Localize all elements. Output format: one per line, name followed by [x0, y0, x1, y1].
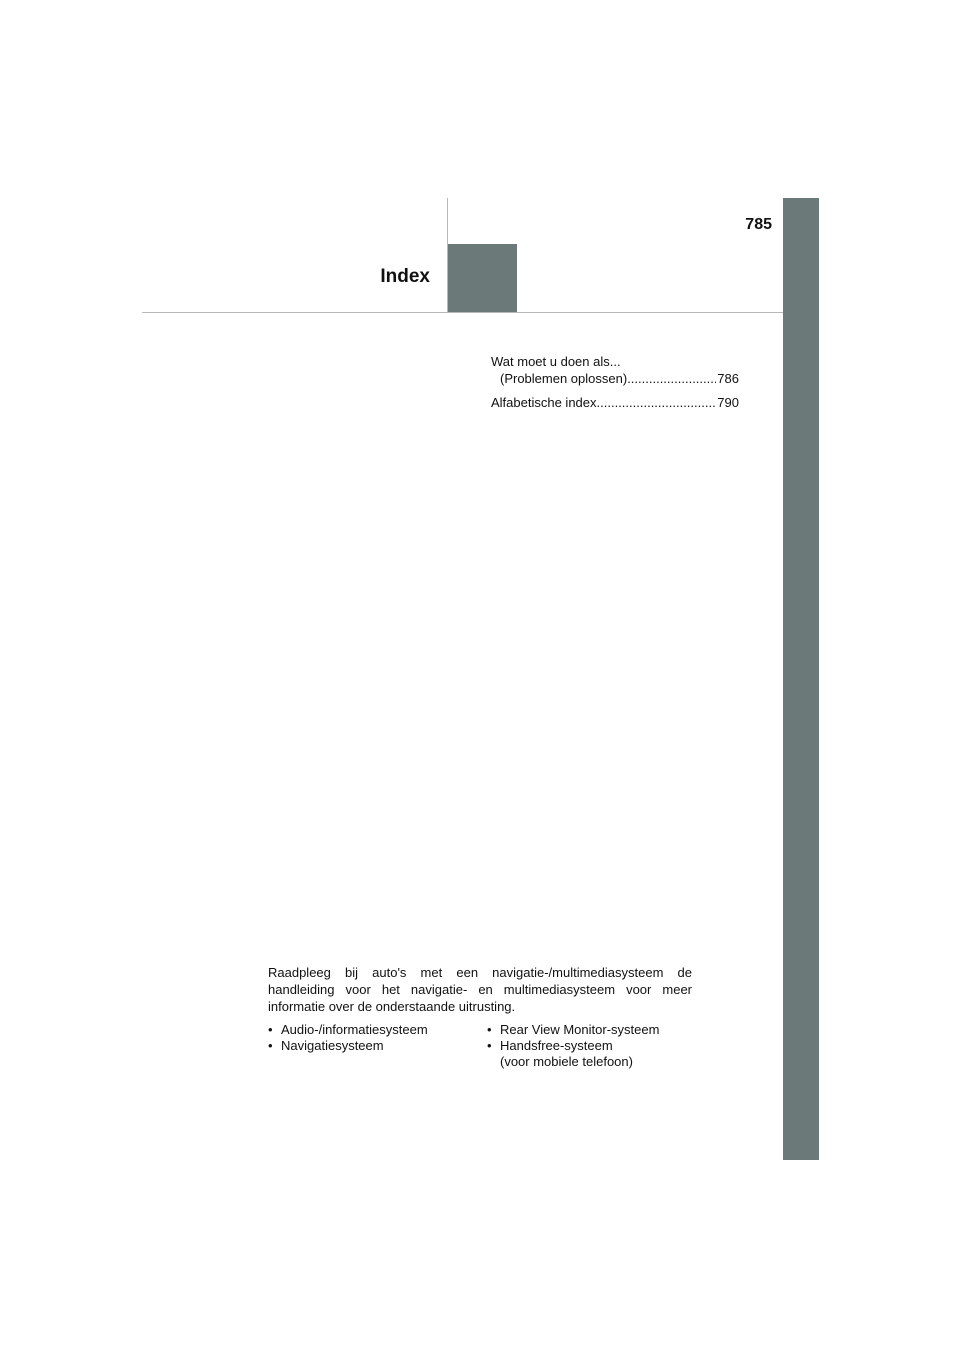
toc-leader-dots — [627, 370, 716, 387]
list-item-continuation: (voor mobiele telefoon) — [500, 1054, 633, 1069]
list-item: • Audio-/informatiesysteem — [268, 1022, 428, 1037]
toc-entry-troubleshooting[interactable] — [491, 353, 739, 387]
toc-entry-alphabetical-index[interactable] — [491, 394, 739, 411]
list-item: • Navigatiesysteem — [268, 1038, 384, 1053]
toc-leader-dots — [597, 394, 717, 411]
toc-entry-label: Wat moet u doen als... — [491, 354, 621, 369]
navigation-system-note: Raadpleeg bij auto's met een navigatie-/multimediasysteem de handleiding voor het navigatie- en multimediasysteem voor meer informatie over de onderstaande uitrusting. — [268, 965, 692, 1014]
chapter-side-tab — [783, 198, 819, 1160]
toc-entry-page: 790 — [717, 395, 739, 410]
toc-entry-label: Alfabetische index — [491, 395, 597, 410]
equipment-list-left — [268, 1022, 478, 1054]
list-item: • Rear View Monitor-systeem — [487, 1022, 660, 1037]
header-horizontal-rule — [142, 312, 783, 313]
page-number: 785 — [745, 216, 772, 233]
page-title: Index — [380, 266, 430, 287]
list-item: • Handsfree-systeem — [487, 1038, 613, 1053]
title-color-block — [448, 244, 517, 313]
toc-entry-label-cont: (Problemen oplossen) — [500, 371, 628, 386]
toc-entry-page: 786 — [717, 371, 739, 386]
equipment-list-right — [487, 1022, 717, 1070]
